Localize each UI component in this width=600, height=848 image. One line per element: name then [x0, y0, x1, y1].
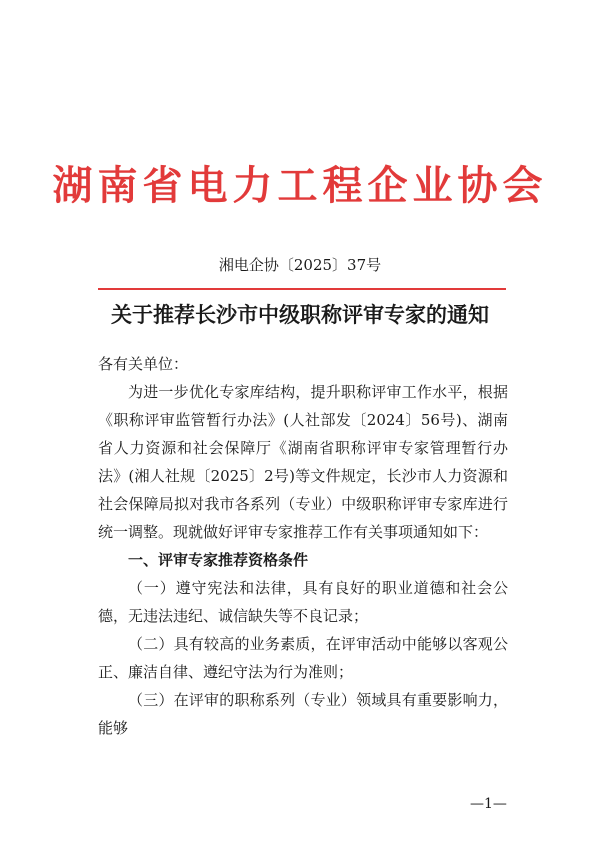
condition-item: （二）具有较高的业务素质，在评审活动中能够以客观公正、廉洁自律、遵纪守法为行为准则； [98, 635, 508, 681]
condition-item: （三）在评审的职称系列（专业）领域具有重要影响力，能够 [98, 691, 508, 737]
intro-paragraph: 为进一步优化专家库结构，提升职称评审工作水平，根据《职称评审监管暂行办法》(人社部发〔2024〕56号)、湖南省人力资源和社会保障厅《湖南省职称评审专家管理暂行办法》(湘人社规〔2025〕2号)等文件规定，长沙市人力资源和社会保障局拟对我市各系列（专业）中级职称评审专家库进行统一调整。现就做好评审专家推荐工作有关事项通知如下： [98, 383, 508, 541]
section-heading: 一、评审专家推荐资格条件 [128, 551, 309, 569]
organization-name: 湖南省电力工程企业协会 [52, 162, 548, 209]
red-separator-line [98, 288, 506, 290]
page-number: —1— [470, 796, 507, 812]
document-body [98, 350, 508, 742]
notice-title: 关于推荐长沙市中级职称评审专家的通知 [111, 302, 489, 327]
addressee: 各有关单位： [98, 355, 189, 373]
condition-item: （一）遵守宪法和法律，具有良好的职业道德和社会公德，无违法违纪、诚信缺失等不良记录； [98, 579, 508, 625]
document-number: 湘电企协〔2025〕37号 [218, 256, 382, 274]
